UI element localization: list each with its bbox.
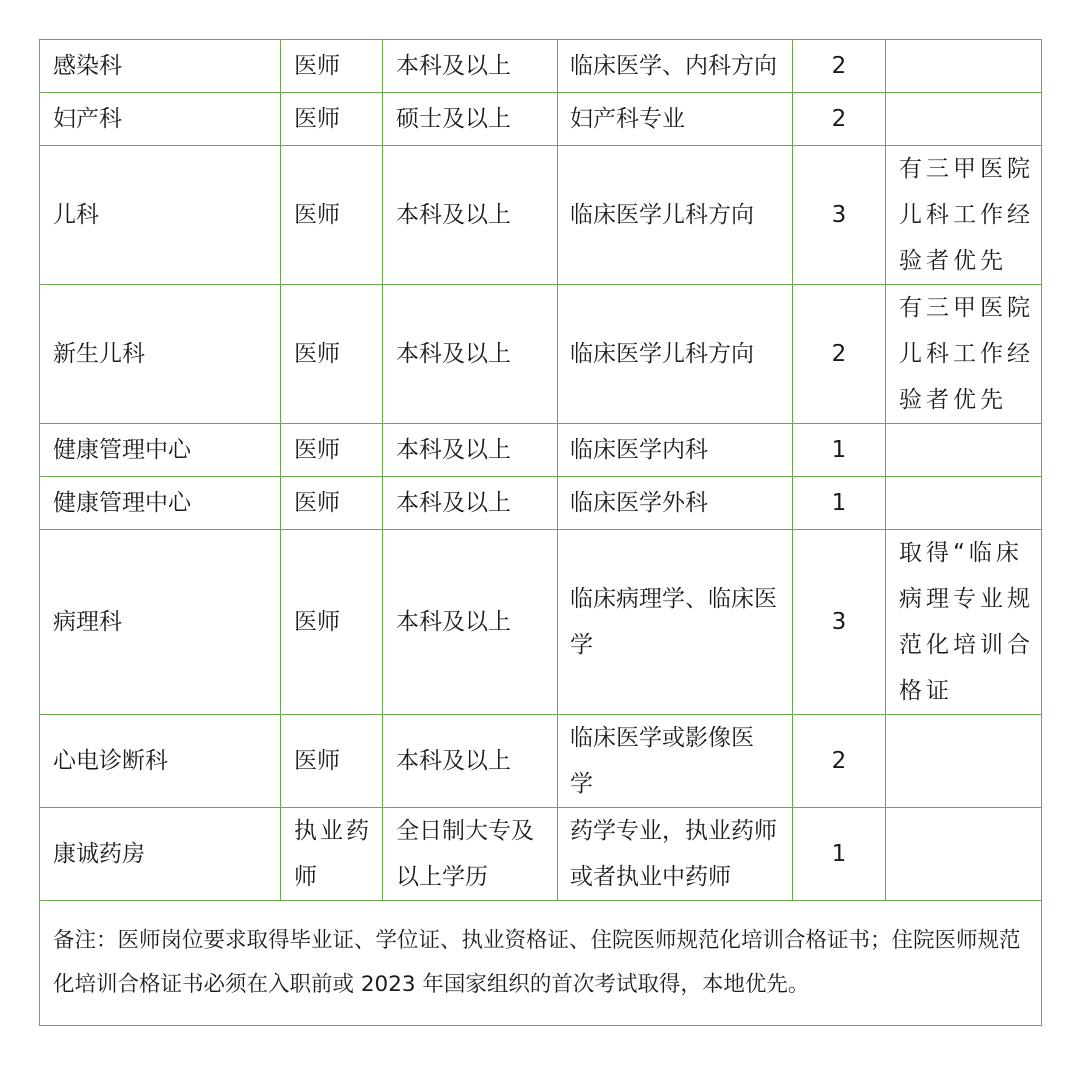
table-row — [40, 424, 1042, 477]
education-line: 以上学历 — [396, 864, 488, 890]
education-line: 全日制大专及 — [396, 818, 534, 844]
remark-text: 备注：医师岗位要求取得毕业证、学位证、执业资格证、住院医师规范化培训合格证书；住院医师规范化培训合格证书必须在入职前或 2023 年国家组织的首次考试取得，本地优先。 — [40, 901, 1042, 1026]
dept-cell: 妇产科 — [40, 93, 281, 146]
note-cell — [886, 93, 1042, 146]
position-cell: 医师 — [281, 93, 383, 146]
note-line: 儿科工作经 — [899, 341, 1034, 367]
position-cell: 医师 — [281, 146, 383, 285]
note-line: 格证 — [899, 678, 953, 704]
table-row — [40, 808, 1042, 901]
major-cell — [558, 715, 793, 808]
count-cell: 1 — [793, 424, 886, 477]
position-line: 执业药 — [294, 818, 372, 844]
position-cell — [281, 808, 383, 901]
dept-cell: 新生儿科 — [40, 285, 281, 424]
major-line: 或者执业中药师 — [570, 864, 731, 890]
major-cell — [558, 530, 793, 715]
dept-cell: 健康管理中心 — [40, 424, 281, 477]
count-cell: 2 — [793, 40, 886, 93]
major-cell: 临床医学、内科方向 — [558, 40, 793, 93]
major-cell — [558, 808, 793, 901]
position-cell: 医师 — [281, 715, 383, 808]
position-line: 师 — [294, 864, 320, 890]
note-line: 范化培训合 — [899, 632, 1034, 658]
position-cell: 医师 — [281, 285, 383, 424]
dept-cell: 健康管理中心 — [40, 477, 281, 530]
recruitment-table — [39, 39, 1042, 1026]
education-cell: 本科及以上 — [383, 715, 558, 808]
note-line: 验者优先 — [899, 387, 1007, 413]
education-cell: 本科及以上 — [383, 424, 558, 477]
major-line: 临床病理学、临床医 — [570, 586, 777, 612]
dept-cell: 心电诊断科 — [40, 715, 281, 808]
table-row — [40, 477, 1042, 530]
note-line: 有三甲医院 — [899, 295, 1034, 321]
note-cell — [886, 808, 1042, 901]
education-cell: 本科及以上 — [383, 285, 558, 424]
note-line: 儿科工作经 — [899, 202, 1034, 228]
table-row — [40, 40, 1042, 93]
note-line: 有三甲医院 — [899, 156, 1034, 182]
dept-cell: 儿科 — [40, 146, 281, 285]
count-cell: 1 — [793, 808, 886, 901]
major-line: 临床医学或影像医 — [570, 725, 754, 751]
education-cell — [383, 808, 558, 901]
count-cell: 2 — [793, 93, 886, 146]
count-cell: 3 — [793, 146, 886, 285]
table-row — [40, 146, 1042, 285]
position-cell: 医师 — [281, 40, 383, 93]
table-body — [40, 40, 1042, 1026]
major-cell: 临床医学儿科方向 — [558, 285, 793, 424]
major-line: 学 — [570, 771, 593, 797]
position-cell: 医师 — [281, 530, 383, 715]
major-line: 学 — [570, 632, 593, 658]
remark-row — [40, 901, 1042, 1026]
major-line: 药学专业，执业药师 — [570, 818, 777, 844]
education-cell: 本科及以上 — [383, 530, 558, 715]
count-cell: 1 — [793, 477, 886, 530]
education-cell: 本科及以上 — [383, 477, 558, 530]
position-cell: 医师 — [281, 477, 383, 530]
table-row — [40, 530, 1042, 715]
note-line: 病理专业规 — [899, 586, 1034, 612]
major-cell: 临床医学外科 — [558, 477, 793, 530]
dept-cell: 康诚药房 — [40, 808, 281, 901]
note-line: 取得“临床 — [899, 540, 1023, 566]
note-line: 验者优先 — [899, 248, 1007, 274]
note-cell — [886, 715, 1042, 808]
education-cell: 硕士及以上 — [383, 93, 558, 146]
position-cell: 医师 — [281, 424, 383, 477]
education-cell: 本科及以上 — [383, 40, 558, 93]
table-row — [40, 285, 1042, 424]
note-cell — [886, 530, 1042, 715]
major-cell: 妇产科专业 — [558, 93, 793, 146]
note-cell — [886, 40, 1042, 93]
count-cell: 3 — [793, 530, 886, 715]
note-cell — [886, 146, 1042, 285]
dept-cell: 感染科 — [40, 40, 281, 93]
major-cell: 临床医学儿科方向 — [558, 146, 793, 285]
note-cell — [886, 477, 1042, 530]
count-cell: 2 — [793, 285, 886, 424]
table-row — [40, 93, 1042, 146]
major-cell: 临床医学内科 — [558, 424, 793, 477]
count-cell: 2 — [793, 715, 886, 808]
education-cell: 本科及以上 — [383, 146, 558, 285]
note-cell — [886, 285, 1042, 424]
dept-cell: 病理科 — [40, 530, 281, 715]
table-row — [40, 715, 1042, 808]
note-cell — [886, 424, 1042, 477]
